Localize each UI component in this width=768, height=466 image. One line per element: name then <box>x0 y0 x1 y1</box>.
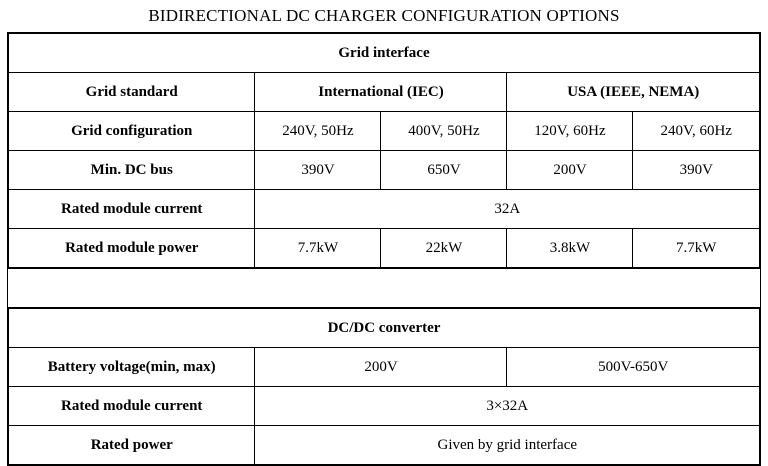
grid-standard-value-iec: International (IEC) <box>255 73 507 112</box>
dcdc-section-header-row <box>8 308 760 348</box>
grid-configuration-value-1: 240V, 50Hz <box>255 112 381 151</box>
battery-voltage-label: Battery voltage(min, max) <box>8 348 255 387</box>
dcdc-rated-module-current-row <box>8 387 760 426</box>
grid-standard-label: Grid standard <box>8 73 255 112</box>
grid-rated-module-current-row <box>8 190 760 229</box>
grid-rated-module-power-value-4: 7.7kW <box>633 229 760 269</box>
grid-configuration-value-4: 240V, 60Hz <box>633 112 760 151</box>
grid-configuration-value-3: 120V, 60Hz <box>507 112 633 151</box>
dcdc-rated-power-label: Rated power <box>8 426 255 466</box>
dcdc-rated-power-value: Given by grid interface <box>255 426 760 466</box>
grid-section-header: Grid interface <box>8 33 760 73</box>
configuration-table <box>7 32 761 466</box>
battery-voltage-row <box>8 348 760 387</box>
grid-rated-module-power-label: Rated module power <box>8 229 255 269</box>
dcdc-rated-module-current-value: 3×32A <box>255 387 760 426</box>
battery-voltage-value-1: 200V <box>255 348 507 387</box>
grid-standard-value-usa: USA (IEEE, NEMA) <box>507 73 760 112</box>
min-dc-bus-row <box>8 151 760 190</box>
grid-rated-module-power-value-3: 3.8kW <box>507 229 633 269</box>
min-dc-bus-value-4: 390V <box>633 151 760 190</box>
min-dc-bus-value-1: 390V <box>255 151 381 190</box>
dcdc-rated-module-current-label: Rated module current <box>8 387 255 426</box>
dcdc-rated-power-row <box>8 426 760 466</box>
grid-configuration-value-2: 400V, 50Hz <box>381 112 507 151</box>
min-dc-bus-label: Min. DC bus <box>8 151 255 190</box>
page-title: BIDIRECTIONAL DC CHARGER CONFIGURATION OPTIONS <box>148 6 620 25</box>
min-dc-bus-value-2: 650V <box>381 151 507 190</box>
grid-rated-module-current-label: Rated module current <box>8 190 255 229</box>
grid-section-header-row <box>8 33 760 73</box>
dcdc-section-header: DC/DC converter <box>8 308 760 348</box>
battery-voltage-value-2: 500V-650V <box>507 348 760 387</box>
grid-rated-module-power-value-1: 7.7kW <box>255 229 381 269</box>
grid-rated-module-power-value-2: 22kW <box>381 229 507 269</box>
grid-rated-module-power-row <box>8 229 760 269</box>
grid-configuration-label: Grid configuration <box>8 112 255 151</box>
min-dc-bus-value-3: 200V <box>507 151 633 190</box>
grid-standard-row <box>8 73 760 112</box>
grid-configuration-row <box>8 112 760 151</box>
grid-rated-module-current-value: 32A <box>255 190 760 229</box>
section-spacer <box>8 268 760 308</box>
